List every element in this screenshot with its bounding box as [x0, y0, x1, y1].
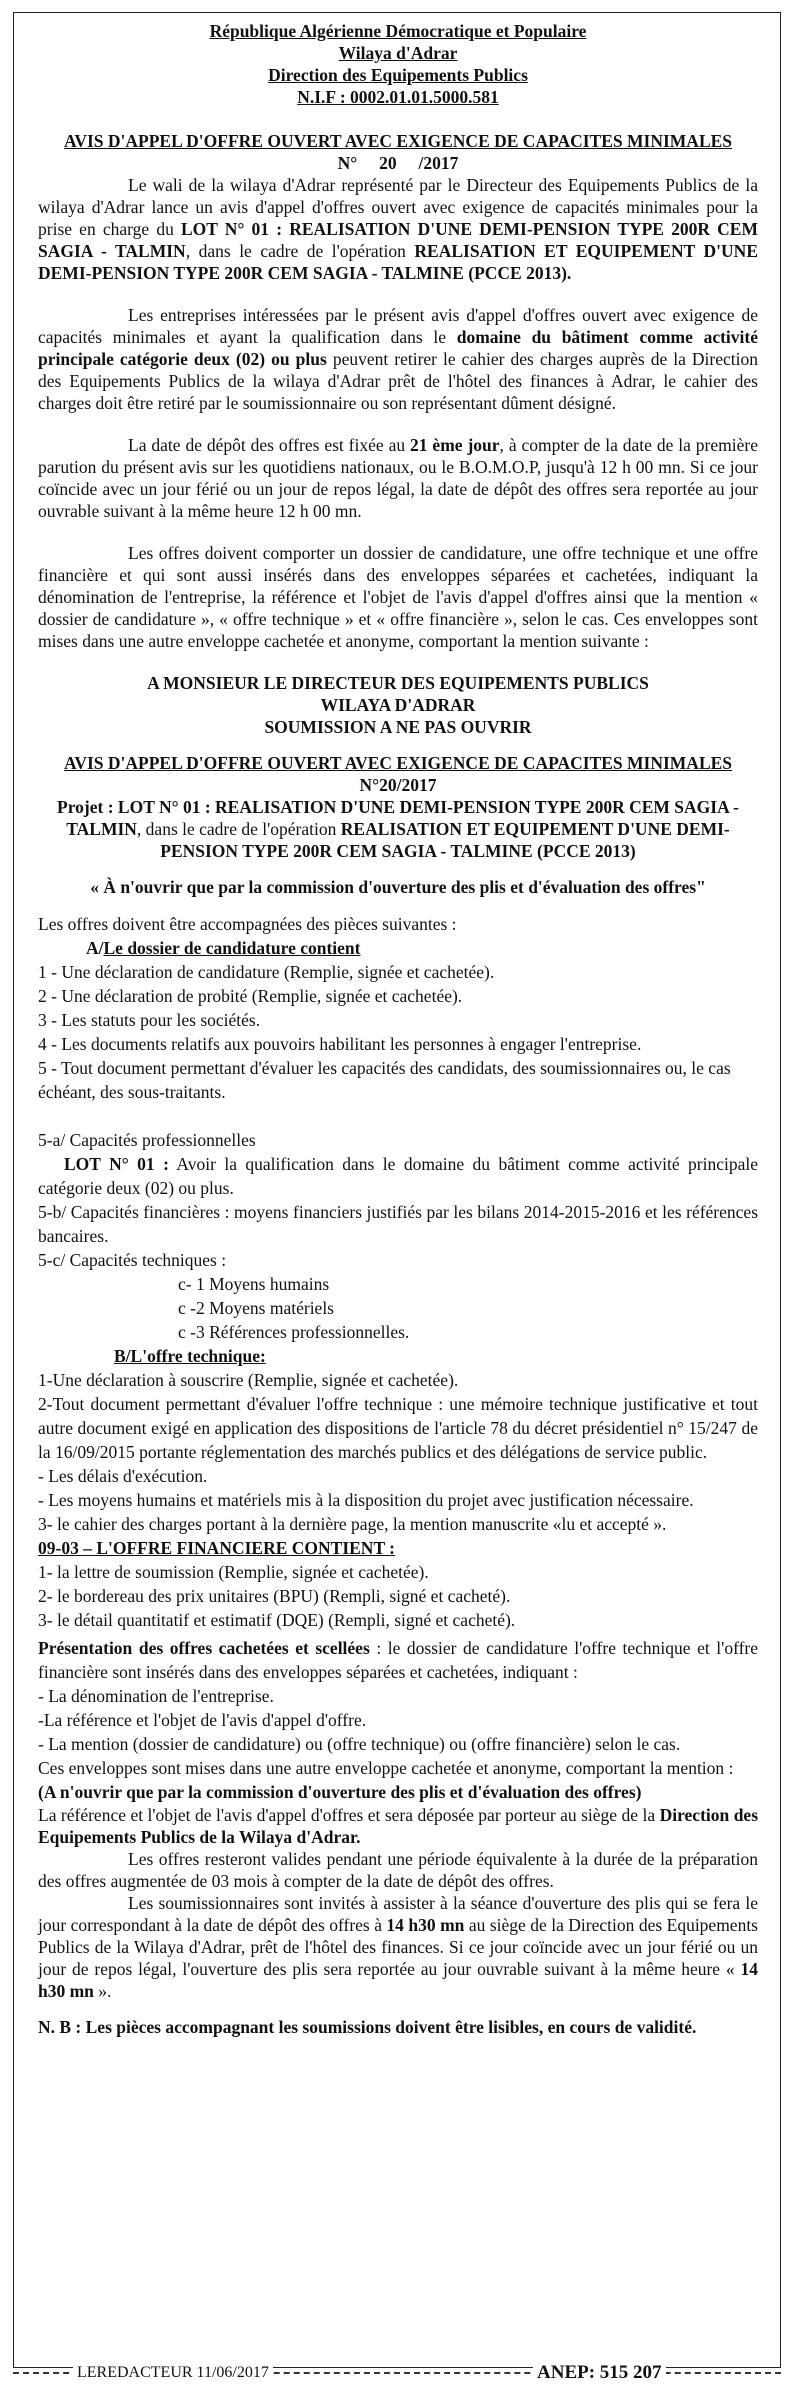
seance-time: 14 h30 mn — [386, 1915, 465, 1935]
capacites-lot-text: Avoir la qualification dans le domaine du bâtiment comme activité principale catégorie deux (02) ou plus. — [38, 1154, 759, 1198]
paragraph-deadline — [38, 434, 758, 522]
seance-paragraph — [38, 1892, 758, 2002]
footer — [13, 2364, 781, 2386]
dossier-item: 1 - Une déclaration de candidature (Remplie, signée et cachetée). — [38, 962, 495, 982]
capacites-techniques-list — [38, 1272, 758, 1344]
seance-time-repeat: 14 h30 mn — [38, 1959, 758, 2001]
paragraph-intro — [38, 174, 758, 284]
technique-item-3: 3- le cahier des charges portant à la dernière page, la mention manuscrite «lu et accepté ». — [38, 1514, 667, 1534]
envelope-addressee: A MONSIEUR LE DIRECTEUR DES EQUIPEMENTS PUBLICS — [147, 673, 649, 693]
envelope-project — [38, 796, 758, 862]
header-wilaya: Wilaya d'Adrar — [338, 43, 458, 63]
project-operation: REALISATION ET EQUIPEMENT D'UNE DEMI-PENSION TYPE 200R CEM SAGIA - TALMINE (PCCE 2013) — [160, 819, 730, 861]
capacites-techniques-title: 5-c/ Capacités techniques : — [38, 1250, 227, 1270]
capacite-technique-item: c- 1 Moyens humains — [178, 1274, 330, 1294]
presentation-paragraph — [38, 1636, 758, 1684]
dossier-prefix: A/ — [86, 938, 104, 958]
p1-text-a: Le wali de la wilaya d'Adrar représenté par le Directeur des Equipements Publics de la wilaya d'Adrar lance un avis d'appel d'offres ouvert avec exigence de capacités minimales pour la prise en charge du — [38, 175, 758, 239]
envelope-notice-title: AVIS D'APPEL D'OFFRE OUVERT AVEC EXIGENCE DE CAPACITES MINIMALES — [63, 753, 733, 773]
paragraph-offers: Les offres doivent comporter un dossier de candidature, une offre technique et une offre financière et qui sont aussi insérés dans des enveloppes séparées et cachetées, indiquant la dénomination de l'entreprise, la référence et l'objet de l'avis d'appel d'offres ainsi que la mention « dossier de candidature », « offre technique » et « offre financière », selon le cas. Ces enveloppes sont mises dans une autre enveloppe cachetée et anonyme, comportant la mention suivante : — [38, 543, 758, 651]
envelope-notice-number: N°20/2017 — [359, 775, 437, 795]
paragraph-eligibility — [38, 304, 758, 414]
p3-day: 21 ème jour — [410, 435, 500, 455]
depot-direction: Direction des Equipements Publics de la Wilaya d'Adrar. — [38, 1805, 759, 1847]
depot-text: La référence et l'objet de l'avis d'appel d'offres et sera déposée par porteur au siège de la — [38, 1805, 660, 1825]
p1-text-c: , dans le cadre de l'opération — [185, 241, 415, 261]
project-lot: Projet : LOT N° 01 : REALISATION D'UNE DEMI-PENSION TYPE 200R CEM SAGIA - TALMIN — [57, 797, 739, 839]
header-republic: République Algérienne Démocratique et Populaire — [209, 21, 587, 41]
envelope-warning: SOUMISSION A NE PAS OUVRIR — [264, 717, 532, 737]
p2-text-c: peuvent retirer le cahier des charges auprès de la Direction des Equipements Publics de la wilaya d'Adrar prêt de l'hôtel des finances à Adrar, le cahier des charges doit être retiré par le soumissionnaire ou son représentant dûment désigné. — [38, 349, 758, 413]
header-nif: N.I.F : 0002.01.01.5000.581 — [297, 87, 499, 107]
footer-redacteur: LEREDACTEUR 11/06/2017 — [73, 2364, 273, 2382]
header-block — [38, 20, 758, 108]
capacites-lot: LOT N° 01 : — [64, 1154, 169, 1174]
presentation-item: - La mention (dossier de candidature) ou (offre technique) ou (offre financière) selon le cas. — [38, 1734, 681, 1754]
p2-text-a: Les entreprises intéressées par le présent avis d'appel d'offres ouvert avec exigence de capacités minimales et ayant la qualification dans le — [38, 305, 758, 347]
dossier-item: 5 - Tout document permettant d'évaluer les capacités des candidats, des soumissionnaires ou, le cas échéant, des sous-traitants. — [38, 1058, 731, 1102]
p1-lot: LOT N° 01 : REALISATION D'UNE DEMI-PENSION TYPE 200R CEM SAGIA - TALMIN — [38, 219, 758, 261]
technique-item-2: 2-Tout document permettant d'évaluer l'offre technique : une mémoire technique justificative et tout autre document exigé en application des dispositions de l'article 78 du décret présidentiel n° 15/247 de la 16/09/2015 portante réglementation des marchés publics et des délégations de service public. — [38, 1394, 758, 1462]
offre-technique-title-text: B/L'offre technique: — [114, 1346, 266, 1366]
capacites-financieres: 5-b/ Capacités financières : moyens financiers justifiés par les bilans 2014-2015-2016 et les références bancaires. — [38, 1202, 758, 1246]
capacite-technique-item: c -3 Références professionnelles. — [178, 1322, 410, 1342]
technique-item-2b: - Les moyens humains et matériels mis à la disposition du projet avec justification nécessaire. — [38, 1490, 694, 1510]
footer-anep: ANEP: 515 207 — [533, 2362, 666, 2384]
technique-item-1: 1-Une déclaration à souscrire (Remplie, signée et cachetée). — [38, 1370, 459, 1390]
offre-technique-title — [38, 1344, 758, 1368]
presentation-item: -La référence et l'objet de l'avis d'appel d'offre. — [38, 1710, 367, 1730]
presentation-list — [38, 1684, 758, 1756]
offre-financiere-title — [38, 1536, 758, 1560]
header-direction: Direction des Equipements Publics — [268, 65, 528, 85]
envelope-commission-quote: « À n'ouvrir que par la commission d'ouverture des plis et d'évaluation des offres" — [90, 877, 706, 897]
notice-number: N° 20 /2017 — [337, 153, 459, 173]
dossier-item: 3 - Les statuts pour les sociétés. — [38, 1010, 261, 1030]
envelope-wilaya: WILAYA D'ADRAR — [320, 695, 476, 715]
financiere-item: 2- le bordereau des prix unitaires (BPU) (Rempli, signé et cacheté). — [38, 1586, 511, 1606]
dossier-title — [38, 936, 758, 960]
notice-page — [38, 20, 758, 2038]
financiere-item: 3- le détail quantitatif et estimatif (DQE) (Rempli, signé et cacheté). — [38, 1610, 516, 1630]
seance-text-e: ». — [93, 1981, 112, 2001]
p3-text-c: , à compter de la date de la première parution du présent avis sur les quotidiens nationaux, ou le B.O.M.O.P, jusqu'à 12 h 00 mn. Si ce jour coïncide avec un jour férié ou un jour de repos légal, la date de dépôt des offres sera reportée au jour ouvrable suivant à la même heure 12 h 00 mn. — [38, 435, 758, 521]
seance-text-a: Les soumissionnaires sont invités à assister à la séance d'ouverture des plis qui se fera le jour correspondant à la date de dépôt des offres à — [38, 1893, 758, 1935]
notice-title: AVIS D'APPEL D'OFFRE OUVERT AVEC EXIGENCE DE CAPACITES MINIMALES — [63, 131, 733, 151]
dossier-list — [38, 960, 758, 1104]
technique-item-2a: - Les délais d'exécution. — [38, 1466, 208, 1486]
pieces-intro: Les offres doivent être accompagnées des pièces suivantes : — [38, 914, 457, 934]
capacite-technique-item: c -2 Moyens matériels — [178, 1298, 334, 1318]
p2-domain: domaine du bâtiment comme activité principale catégorie deux (02) ou plus — [38, 327, 758, 369]
nb-note: N. B : Les pièces accompagnant les soumissions doivent être lisibles, en cours de validité. — [38, 2017, 697, 2037]
presentation-item: - La dénomination de l'entreprise. — [38, 1686, 274, 1706]
presentation-title: Présentation des offres cachetées et scellées — [38, 1638, 370, 1658]
p1-operation: REALISATION ET EQUIPEMENT D'UNE DEMI-PENSION TYPE 200R CEM SAGIA - TALMINE (PCCE 2013). — [38, 241, 758, 283]
validite-paragraph: Les offres resteront valides pendant une période équivalente à la durée de la préparation des offres augmentée de 03 mois à compter de la date de dépôt des offres. — [38, 1849, 758, 1891]
commission-mention: (A n'ouvrir que par la commission d'ouverture des plis et d'évaluation des offres) — [38, 1782, 642, 1802]
project-text: , dans le cadre de l'opération — [136, 819, 341, 839]
capacites-pro-title: 5-a/ Capacités professionnelles — [38, 1130, 256, 1150]
depot-paragraph — [38, 1804, 758, 1848]
presentation-text: : le dossier de candidature l'offre technique et l'offre financière sont insérés dans des enveloppes séparées et cachetées, indiquant : — [38, 1638, 758, 1682]
capacites-pro-text — [38, 1152, 758, 1200]
dossier-item: 2 - Une déclaration de probité (Remplie, signée et cachetée). — [38, 986, 463, 1006]
dossier-title-text: Le dossier de candidature contient — [103, 938, 361, 958]
p3-text-a: La date de dépôt des offres est fixée au — [128, 435, 411, 455]
offre-financiere-title-text: 09-03 – L'OFFRE FINANCIERE CONTIENT : — [38, 1538, 395, 1558]
dossier-item: 4 - Les documents relatifs aux pouvoirs habilitant les personnes à engager l'entreprise. — [38, 1034, 642, 1054]
enveloppes-paragraph: Ces enveloppes sont mises dans une autre enveloppe cachetée et anonyme, comportant la mention : — [38, 1758, 734, 1778]
offre-financiere-list — [38, 1560, 758, 1632]
seance-text-c: au siège de la Direction des Equipements Publics de la Wilaya d'Adrar, prêt de l'hôtel des finances. Si ce jour coïncide avec un jour férié ou un jour de repos légal, l'ouverture des plis sera reportée au jour ouvrable suivant à la même heure « — [38, 1915, 758, 1979]
financiere-item: 1- la lettre de soumission (Remplie, signée et cachetée). — [38, 1562, 429, 1582]
